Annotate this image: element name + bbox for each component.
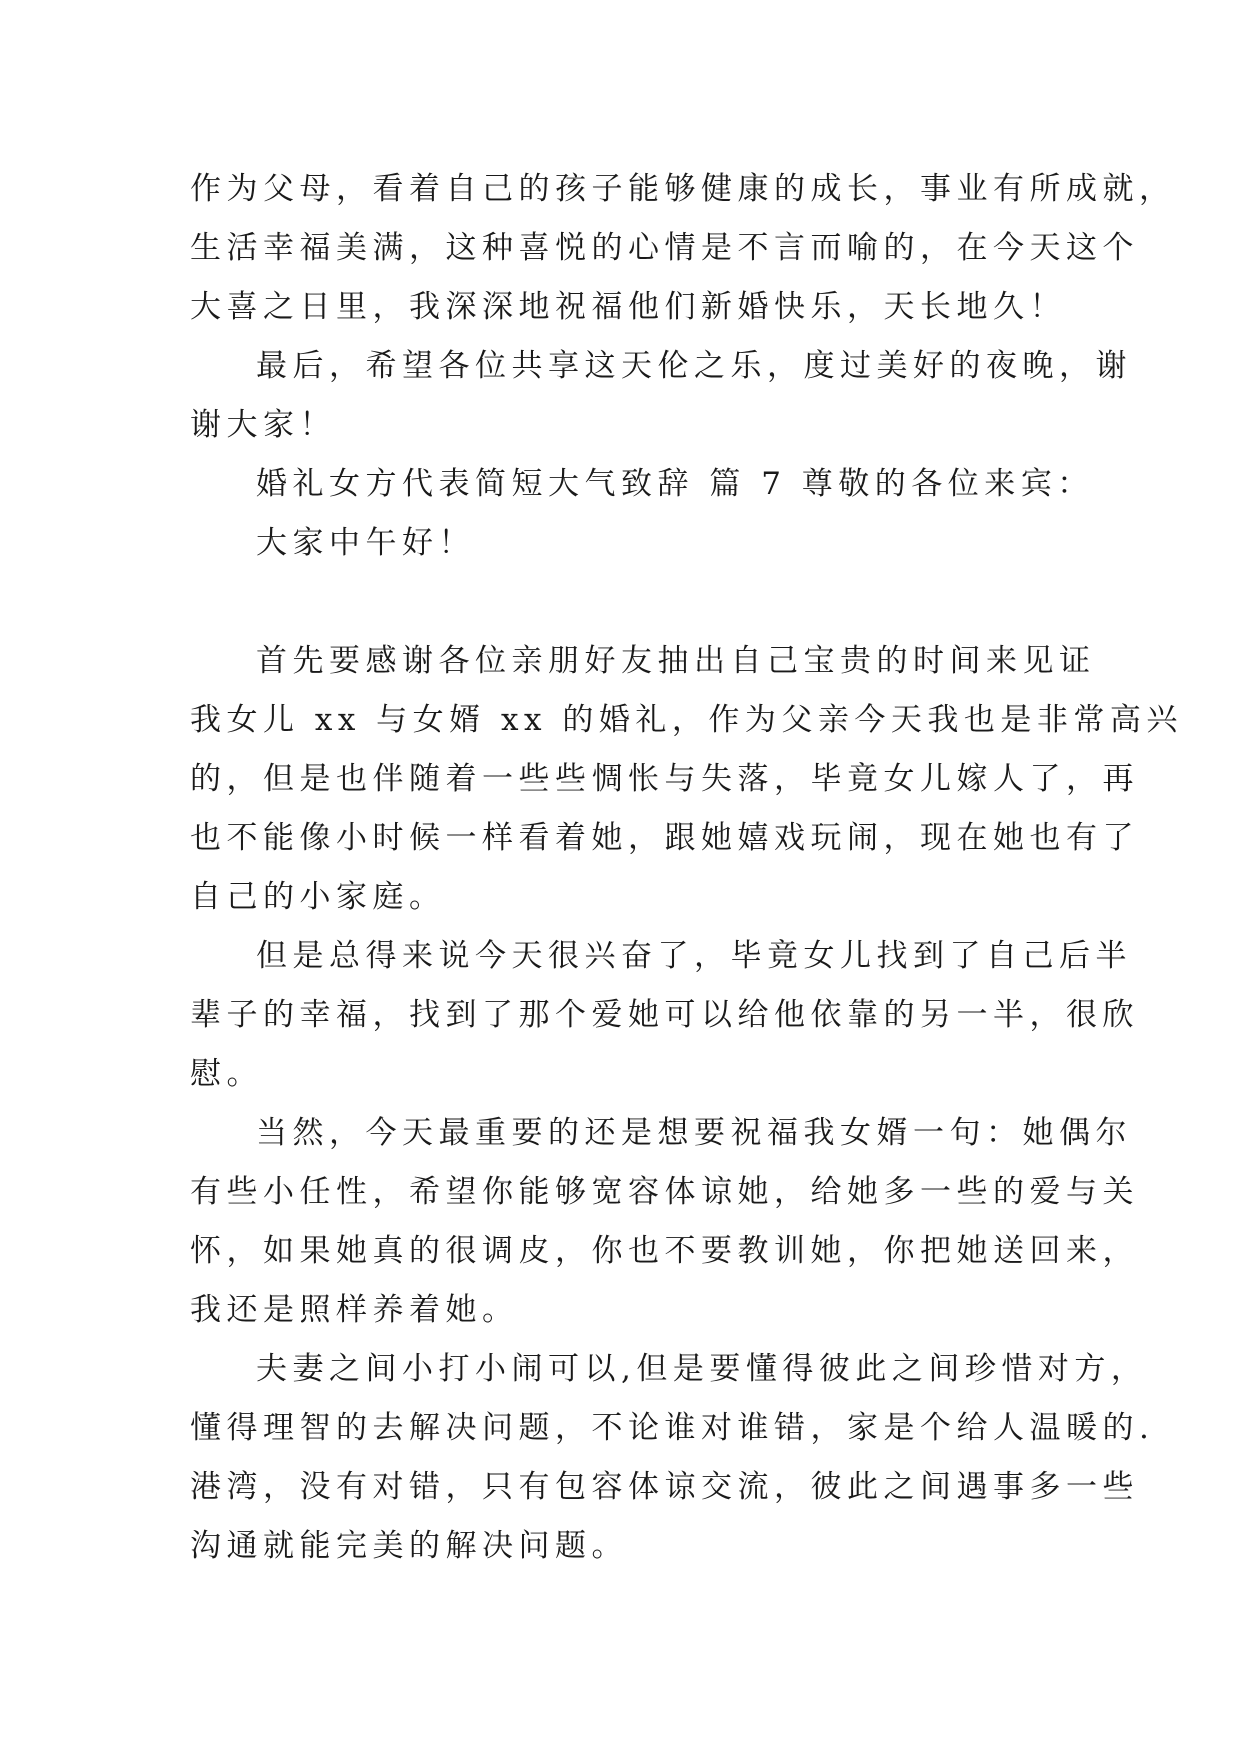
paragraph	[190, 337, 1132, 455]
text-line: 港湾，没有对错，只有包容体谅交流，彼此之间遇事多一些	[190, 1469, 1139, 1505]
document-page	[190, 160, 1183, 1576]
paragraph	[190, 160, 1176, 337]
paragraph	[190, 514, 1060, 573]
paragraph-gap	[190, 573, 1060, 632]
text-line: 最后，希望各位共享这天伦之乐，度过美好的夜晚，谢	[256, 348, 1132, 384]
text-line: 作为父母，看着自己的孩子能够健康的成长，事业有所成就，	[190, 171, 1176, 207]
text-line: 谢大家！	[190, 407, 336, 443]
text-line: 但是总得来说今天很兴奋了，毕竟女儿找到了自己后半	[256, 938, 1132, 974]
text-line: 首先要感谢各位亲朋好友抽出自己宝贵的时间来见证	[256, 643, 1096, 679]
paragraph	[190, 1104, 1139, 1340]
text-line: 辈子的幸福，找到了那个爱她可以给他依靠的另一半，很欣	[190, 997, 1139, 1033]
paragraph	[190, 1340, 1155, 1576]
text-line: 我女儿 xx 与女婿 xx 的婚礼，作为父亲今天我也是非常高兴	[190, 702, 1183, 738]
paragraph	[190, 455, 1094, 514]
text-line: 当然，今天最重要的还是想要祝福我女婿一句：她偶尔	[256, 1115, 1132, 1151]
text-line: 怀，如果她真的很调皮，你也不要教训她，你把她送回来，	[190, 1233, 1139, 1269]
text-line: 的，但是也伴随着一些些惆怅与失落，毕竟女儿嫁人了，再	[190, 761, 1139, 797]
text-line: 有些小任性，希望你能够宽容体谅她，给她多一些的爱与关	[190, 1174, 1139, 1210]
document-body	[190, 160, 1183, 1576]
paragraph	[190, 632, 1183, 927]
text-line: 慰。	[190, 1056, 263, 1092]
text-line: 大喜之日里，我深深地祝福他们新婚快乐，天长地久！	[190, 289, 1066, 325]
text-line: 婚礼女方代表简短大气致辞 篇 7 尊敬的各位来宾：	[256, 466, 1094, 502]
text-line: 大家中午好！	[256, 525, 475, 561]
text-line: 生活幸福美满，这种喜悦的心情是不言而喻的，在今天这个	[190, 230, 1139, 266]
paragraph	[190, 927, 1139, 1104]
text-line: 也不能像小时候一样看着她，跟她嬉戏玩闹，现在她也有了	[190, 820, 1139, 856]
text-line: 沟通就能完美的解决问题。	[190, 1528, 628, 1564]
text-line: 夫妻之间小打小闹可以,但是要懂得彼此之间珍惜对方，	[256, 1351, 1148, 1387]
text-line: 懂得理智的去解决问题，不论谁对谁错，家是个给人温暖的.	[190, 1410, 1155, 1446]
text-line: 自己的小家庭。	[190, 879, 446, 915]
text-line: 我还是照样养着她。	[190, 1292, 519, 1328]
